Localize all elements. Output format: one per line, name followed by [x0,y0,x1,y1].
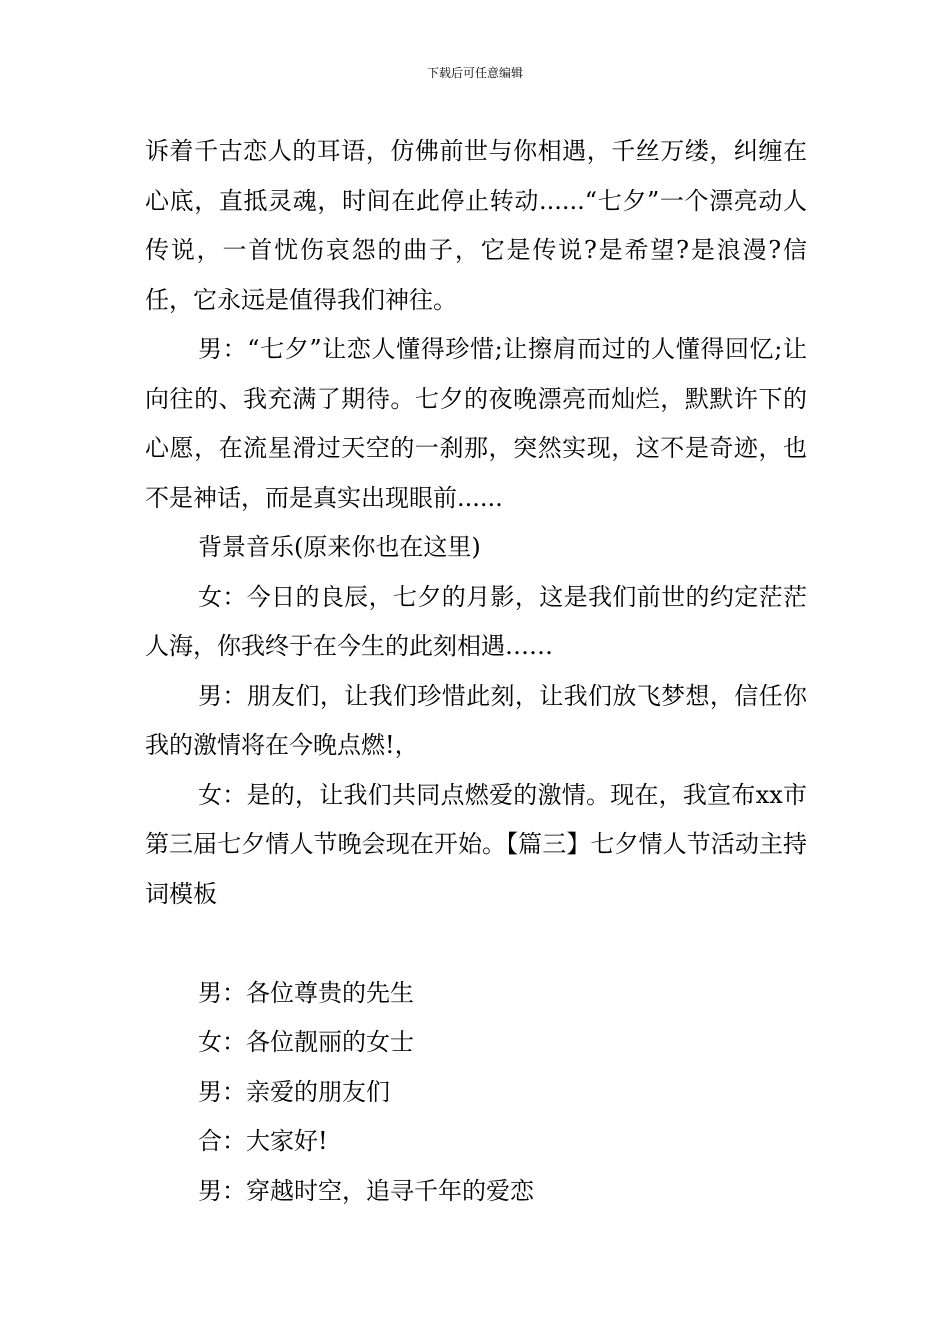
page-header: 下载后可任意编辑 [426,66,523,80]
paragraph-5: 男：朋友们，让我们珍惜此刻，让我们放飞梦想，信任你我的激情将在今晚点燃!， [145,681,807,759]
document-body [145,127,807,1216]
paragraph-6: 女：是的，让我们共同点燃爱的激情。现在，我宣布xx市第三届七夕情人节晚会现在开始。【篇三】七夕情人节活动主持词模板 [145,780,807,908]
paragraph-1: 诉着千古恋人的耳语，仿佛前世与你相遇，千丝万缕，纠缠在心底，直抵灵魂，时间在此停止转动......“七夕”一个漂亮动人传说，一首忧伤哀怨的曲子，它是传说?是希望?是浪漫?信任，它永远是值得我们神往。 [145,137,807,314]
paragraph-2: 男：“七夕”让恋人懂得珍惜;让擦肩而过的人懂得回忆;让向往的、我充满了期待。七夕的夜晚漂亮而灿烂，默默许下的心愿，在流星滑过天空的一刹那，突然实现，这不是奇迹，也不是神话，而是真实出现眼前...... [145,335,807,512]
paragraph-7: 男：各位尊贵的先生 [198,978,414,1007]
blank-line [145,919,807,969]
paragraph-11: 男：穿越时空，追寻千年的爱恋 [198,1176,534,1205]
paragraph-10: 合：大家好! [198,1127,328,1155]
paragraph-9: 男：亲爱的朋友们 [198,1077,390,1106]
paragraph-8: 女：各位靓丽的女士 [198,1028,414,1056]
paragraph-4: 女：今日的良辰，七夕的月影，这是我们前世的约定茫茫人海，你我终于在今生的此刻相遇…… [145,582,807,660]
paragraph-3: 背景音乐(原来你也在这里) [198,533,481,561]
